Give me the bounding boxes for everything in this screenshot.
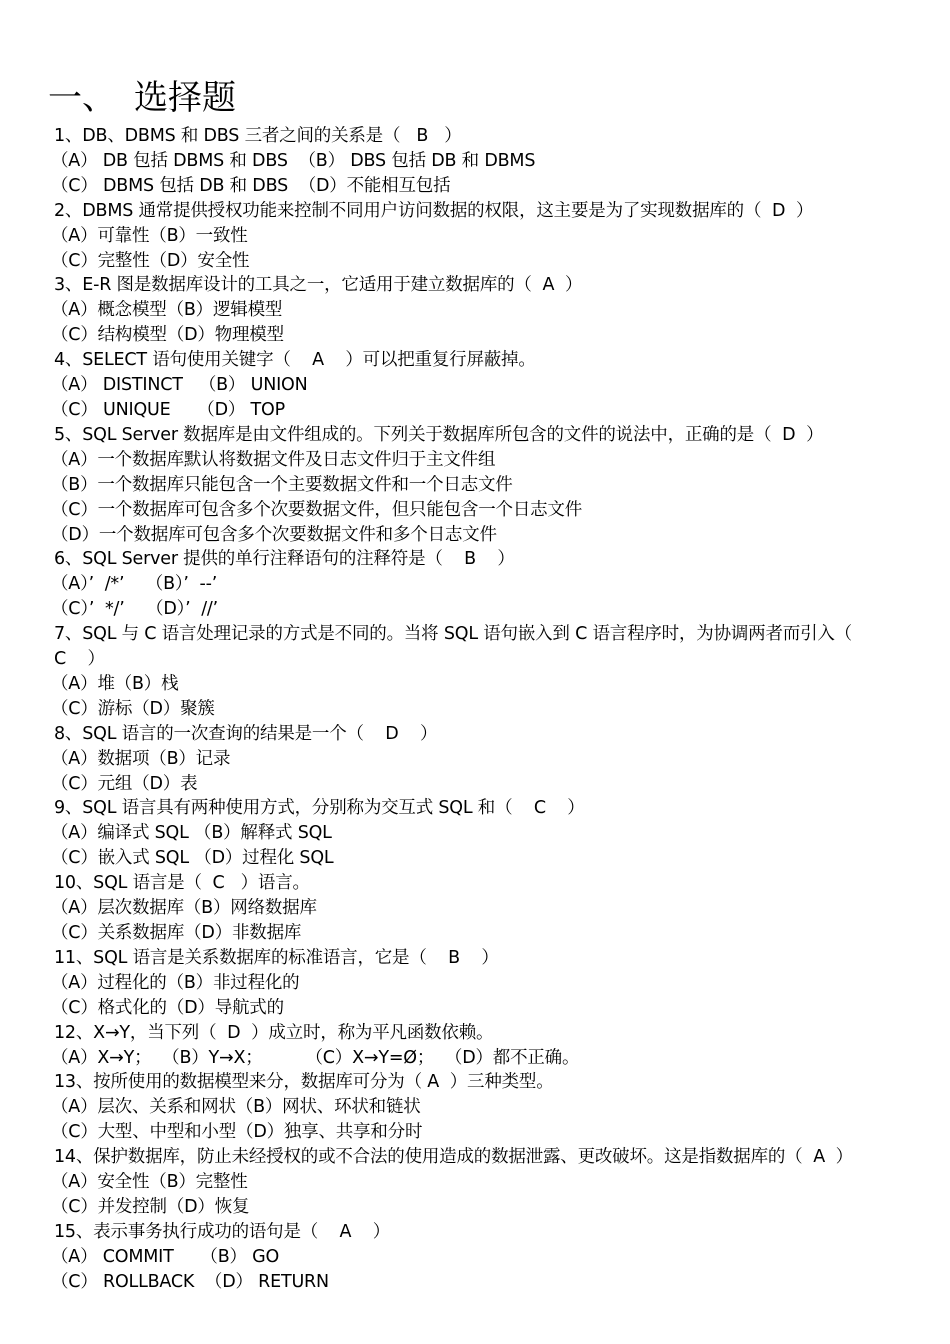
question-line: 7、SQL 与 C 语言处理记录的方式是不同的。当将 SQL 语句嵌入到 C 语言程序时，为协调两者而引入（ (54, 624, 852, 645)
question-list (51, 124, 894, 1295)
option-line: （A）’ /*’ （B）’ --’ (51, 574, 218, 595)
question-line: 4、SELECT 语句使用关键字（ A ）可以把重复行屏蔽掉。 (54, 350, 536, 371)
option-line: （C） DBMS 包括 DB 和 DBS （D）不能相互包括 (51, 175, 451, 196)
option-line: （C）关系数据库（D）非数据库 (51, 923, 302, 943)
option-line: （C）元组（D）表 (51, 773, 198, 794)
option-line: （A）过程化的（B）非过程化的 (51, 972, 300, 993)
option-line: （C）一个数据库可包含多个次要数据文件，但只能包含一个日志文件 (51, 499, 583, 520)
option-line: （C）大型、中型和小型（D）独享、共享和分时 (51, 1122, 423, 1143)
option-line: （A）概念模型（B）逻辑模型 (51, 300, 283, 321)
option-line: （C） ROLLBACK （D） RETURN (51, 1271, 329, 1292)
option-line: （A）层次数据库（B）网络数据库 (51, 898, 317, 919)
question-line: 2、DBMS 通常提供授权功能来控制不同用户访问数据的权限，这主要是为了实现数据库的（ D ） (54, 200, 814, 221)
question-line: 15、表示事务执行成功的语句是（ A ） (54, 1221, 391, 1242)
option-line: （D）一个数据库可包含多个次要数据文件和多个日志文件 (51, 524, 497, 545)
question-line: 1、DB、DBMS 和 DBS 三者之间的关系是（ B ） (54, 126, 462, 146)
option-line: （A）编译式 SQL （B）解释式 SQL (51, 823, 332, 844)
option-line: （A） DISTINCT （B） UNION (51, 375, 308, 396)
question-line: 11、SQL 语言是关系数据库的标准语言，它是（ B ） (54, 947, 499, 968)
option-line: （C）嵌入式 SQL （D）过程化 SQL (51, 848, 334, 869)
option-line: （C）游标（D）聚簇 (51, 698, 215, 719)
question-line: 6、SQL Server 提供的单行注释语句的注释符是（ B ） (54, 549, 515, 570)
question-line: 9、SQL 语言具有两种使用方式，分别称为交互式 SQL 和（ C ） (54, 798, 585, 819)
question-line: 5、SQL Server 数据库是由文件组成的。下列关于数据库所包含的文件的说法中，正确的是（ D ） (54, 424, 824, 445)
question-line: 12、X→Y，当下列（ D ）成立时，称为平凡函数依赖。 (54, 1022, 494, 1043)
option-line: （B）一个数据库只能包含一个主要数据文件和一个日志文件 (51, 474, 513, 495)
option-line: （A）数据项（B）记录 (51, 748, 231, 769)
option-line: （C）’ */’ （D）’ //’ (51, 599, 218, 620)
option-line: （C）结构模型（D）物理模型 (51, 325, 284, 346)
option-line: （A）X→Y； （B）Y→X； （C）X→Y=Ø； （D）都不正确。 (51, 1047, 580, 1068)
option-line: （C）并发控制（D）恢复 (51, 1196, 250, 1217)
question-line: 8、SQL 语言的一次查询的结果是一个（ D ） (54, 723, 438, 744)
option-line: （C）完整性（D）安全性 (51, 250, 250, 271)
section-title: 选择题 (134, 78, 236, 118)
option-line: （A） COMMIT （B） GO (51, 1246, 280, 1267)
section-number: 一、 (48, 78, 116, 118)
option-line: （A）安全性（B）完整性 (51, 1172, 248, 1193)
question-line: 10、SQL 语言是（ C ）语言。 (54, 873, 310, 894)
option-line: （C） UNIQUE （D） TOP (51, 399, 285, 420)
option-line: （A）一个数据库默认将数据文件及日志文件归于主文件组 (51, 449, 496, 470)
option-line: （C）格式化的（D）导航式的 (51, 997, 284, 1018)
section-heading (48, 74, 236, 122)
option-line: （A） DB 包括 DBMS 和 DBS （B） DBS 包括 DB 和 DBMS (51, 150, 536, 171)
question-line: C ） (54, 649, 105, 670)
question-line: 3、E-R 图是数据库设计的工具之一，它适用于建立数据库的（ A ） (54, 275, 583, 296)
option-line: （A）堆（B）栈 (51, 673, 179, 694)
question-line: 13、按所使用的数据模型来分，数据库可分为（ A ）三种类型。 (54, 1072, 554, 1093)
question-line: 14、保护数据库，防止未经授权的或不合法的使用造成的数据泄露、更改破坏。这是指数据库的（ A ） (54, 1147, 853, 1168)
option-line: （A）层次、关系和网状（B）网状、环状和链状 (51, 1097, 421, 1118)
option-line: （A）可靠性（B）一致性 (51, 225, 248, 246)
